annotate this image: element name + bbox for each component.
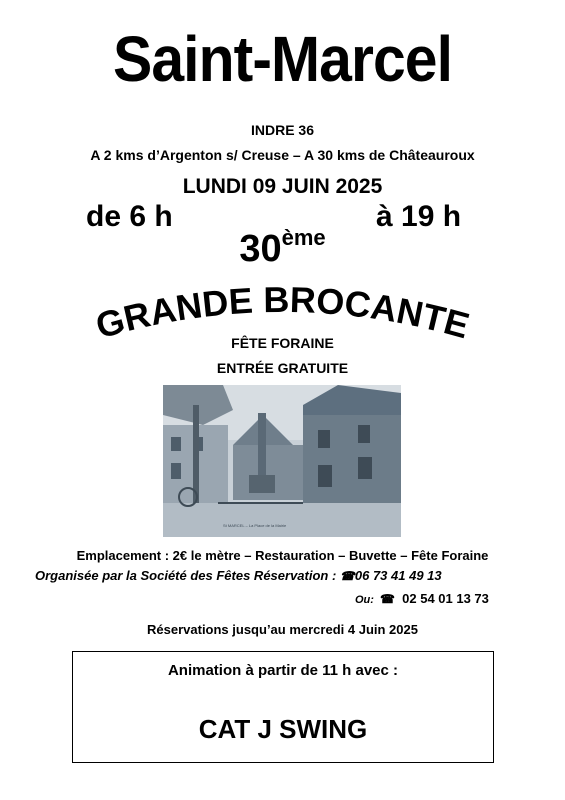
phone-primary: 06 73 41 49 13: [354, 568, 442, 583]
town-title: Saint-Marcel: [112, 23, 453, 95]
edition-suffix: ème: [281, 225, 326, 250]
hours-end: à 19 h: [376, 200, 462, 233]
event-date: LUNDI 09 JUIN 2025: [182, 175, 383, 198]
edition-badge: [0, 225, 565, 271]
free-entry-line: ENTRÉE GRATUITE: [216, 360, 349, 376]
event-details: Emplacement : 2€ le mètre – Restauration – Buvette – Fête Foraine: [76, 548, 489, 563]
telephone-icon: ☎: [379, 592, 395, 606]
alt-phone-line: [355, 591, 489, 606]
event-name: GRANDE BROCANTE: [91, 282, 474, 347]
telephone-icon: ☎: [339, 569, 355, 583]
fair-line: FÊTE FORAINE: [231, 335, 334, 351]
department: INDRE 36: [250, 122, 315, 138]
location-text: A 2 kms d’Argenton s/ Creuse – A 30 kms de Châteauroux: [90, 147, 475, 163]
phone-secondary: 02 54 01 13 73: [402, 591, 489, 606]
village-square-photo: [163, 385, 401, 537]
animation-box: [72, 651, 494, 763]
photo-caption: St MARCEL – La Place de la Mairie: [223, 523, 287, 528]
edition-number: 30: [239, 228, 282, 270]
animation-intro: Animation à partir de 11 h avec :: [167, 662, 399, 679]
location-line: [0, 147, 565, 163]
hours-start: de 6 h: [86, 200, 173, 233]
band-name: CAT J SWING: [198, 714, 368, 744]
alt-prefix: Ou:: [355, 594, 374, 606]
organizer-line: [35, 568, 442, 583]
organizer-text: Organisée par la Société des Fêtes Réservation :: [35, 568, 337, 583]
reservations-deadline: Réservations jusqu’au mercredi 4 Juin 2025: [147, 622, 418, 637]
